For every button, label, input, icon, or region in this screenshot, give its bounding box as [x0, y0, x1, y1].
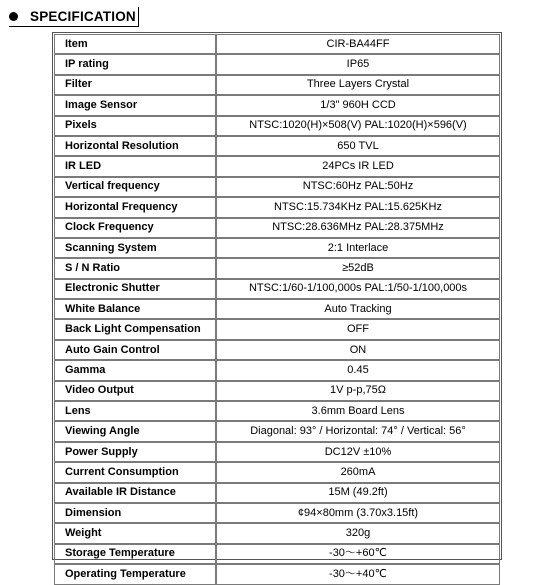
spec-label: Current Consumption [54, 462, 216, 482]
spec-value: 24PCs IR LED [216, 156, 500, 176]
spec-label: Power Supply [54, 442, 216, 462]
spec-label: IP rating [54, 54, 216, 74]
spec-row [54, 462, 500, 482]
spec-value: 1V p-p,75Ω [216, 381, 500, 401]
spec-row [54, 319, 500, 339]
spec-value: NTSC:28.636MHz PAL:28.375MHz [216, 218, 500, 238]
spec-row [54, 381, 500, 401]
spec-row [54, 401, 500, 421]
spec-value: Auto Tracking [216, 299, 500, 319]
spec-label: Video Output [54, 381, 216, 401]
spec-value: 260mA [216, 462, 500, 482]
spec-label: Available IR Distance [54, 483, 216, 503]
spec-row [54, 421, 500, 441]
spec-label: White Balance [54, 299, 216, 319]
spec-value: Three Layers Crystal [216, 75, 500, 95]
spec-label: Pixels [54, 116, 216, 136]
spec-label: Vertical frequency [54, 177, 216, 197]
spec-value: Diagonal: 93° / Horizontal: 74° / Vertical: 56° [216, 421, 500, 441]
spec-value: 320g [216, 523, 500, 543]
spec-value: 0.45 [216, 360, 500, 380]
spec-value: DC12V ±10% [216, 442, 500, 462]
spec-row [54, 564, 500, 584]
spec-row [54, 258, 500, 278]
spec-label: Auto Gain Control [54, 340, 216, 360]
spec-label: Lens [54, 401, 216, 421]
spec-row [54, 279, 500, 299]
spec-value: NTSC:60Hz PAL:50Hz [216, 177, 500, 197]
spec-row [54, 218, 500, 238]
spec-row [54, 156, 500, 176]
spec-value: NTSC:1020(H)×508(V) PAL:1020(H)×596(V) [216, 116, 500, 136]
spec-label: Storage Temperature [54, 544, 216, 564]
spec-label: Filter [54, 75, 216, 95]
spec-row [54, 197, 500, 217]
spec-label: Viewing Angle [54, 421, 216, 441]
spec-value: CIR-BA44FF [216, 34, 500, 54]
spec-value: ON [216, 340, 500, 360]
spec-value: 2:1 Interlace [216, 238, 500, 258]
spec-label: Scanning System [54, 238, 216, 258]
spec-row [54, 483, 500, 503]
spec-label: Item [54, 34, 216, 54]
spec-label: Back Light Compensation [54, 319, 216, 339]
spec-row [54, 360, 500, 380]
spec-label: Clock Frequency [54, 218, 216, 238]
spec-row [54, 75, 500, 95]
spec-value: 15M (49.2ft) [216, 483, 500, 503]
spec-value: -30～+40℃ [216, 564, 500, 584]
spec-value: 3.6mm Board Lens [216, 401, 500, 421]
spec-value: ≥52dB [216, 258, 500, 278]
spec-label: S / N Ratio [54, 258, 216, 278]
spec-label: Dimension [54, 503, 216, 523]
spec-value: 1/3" 960H CCD [216, 95, 500, 115]
bullet-icon [9, 12, 18, 21]
spec-row [54, 340, 500, 360]
spec-row [54, 34, 500, 54]
spec-row [54, 299, 500, 319]
spec-label: Horizontal Resolution [54, 136, 216, 156]
spec-label: Gamma [54, 360, 216, 380]
spec-label: Weight [54, 523, 216, 543]
spec-row [54, 177, 500, 197]
spec-row [54, 544, 500, 564]
spec-label: Electronic Shutter [54, 279, 216, 299]
spec-label: Operating Temperature [54, 564, 216, 584]
spec-table-frame [52, 32, 502, 580]
spec-row [54, 442, 500, 462]
section-title: SPECIFICATION [30, 9, 136, 24]
spec-row [54, 523, 500, 543]
spec-row [54, 95, 500, 115]
spec-table-body [54, 34, 500, 585]
spec-row [54, 116, 500, 136]
spec-row [54, 238, 500, 258]
spec-row [54, 54, 500, 74]
spec-row [54, 136, 500, 156]
spec-label: Image Sensor [54, 95, 216, 115]
spec-value: 650 TVL [216, 136, 500, 156]
spec-value: NTSC:1/60-1/100,000s PAL:1/50-1/100,000s [216, 279, 500, 299]
spec-label: IR LED [54, 156, 216, 176]
spec-label: Horizontal Frequency [54, 197, 216, 217]
section-heading [9, 7, 139, 27]
spec-value: IP65 [216, 54, 500, 74]
spec-value: ¢94×80mm (3.70x3.15ft) [216, 503, 500, 523]
spec-table [54, 34, 500, 585]
spec-value: NTSC:15.734KHz PAL:15.625KHz [216, 197, 500, 217]
spec-value: OFF [216, 319, 500, 339]
spec-row [54, 503, 500, 523]
spec-value: -30～+60℃ [216, 544, 500, 564]
